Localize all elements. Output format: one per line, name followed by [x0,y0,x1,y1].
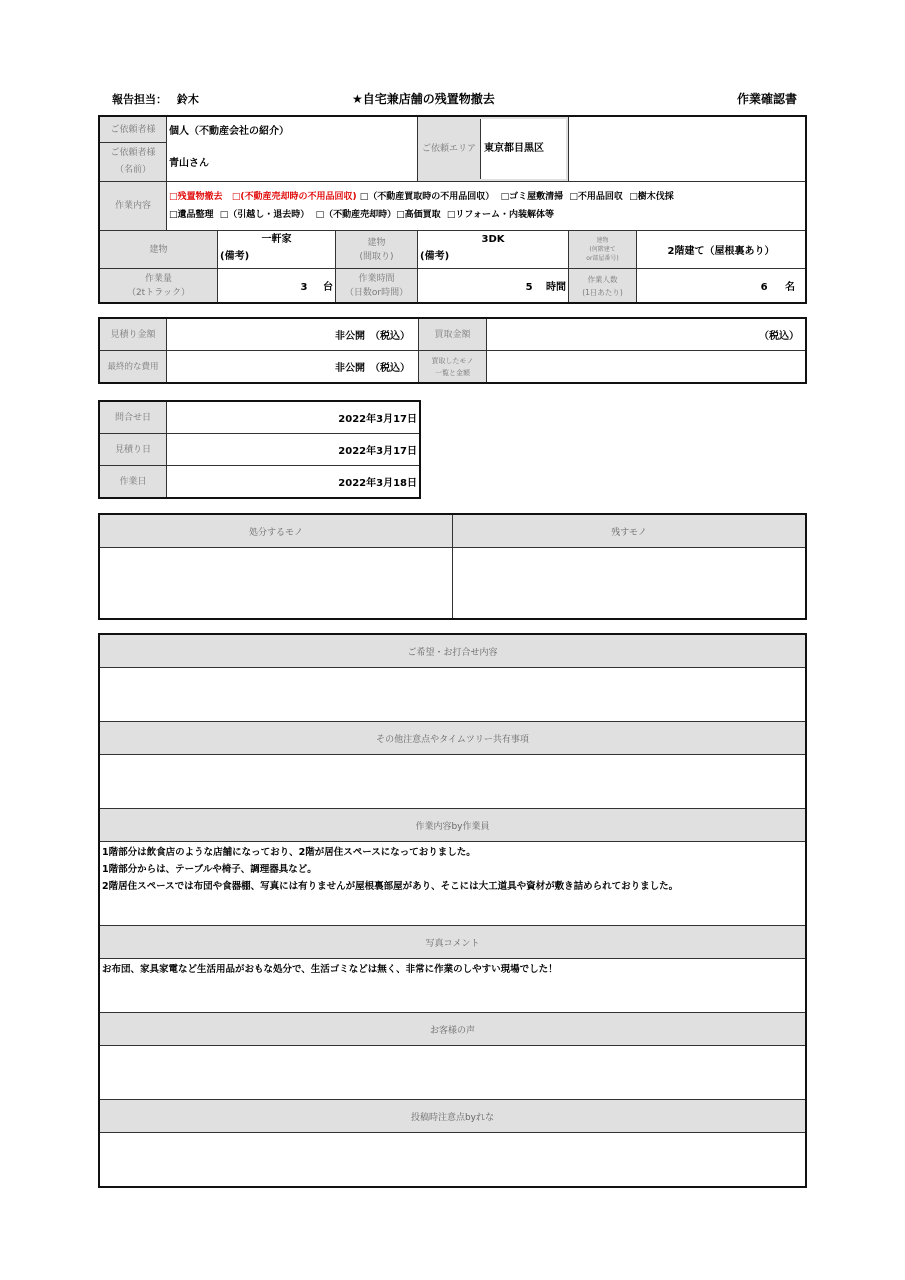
purchased-items-label-2: 一覧と金額 [435,368,470,377]
area-label [418,117,569,182]
staff-count-cell [637,269,806,303]
inquiry-date-value: 2022年3月17日 [167,402,420,434]
work-time-value: 5 [525,282,533,293]
section-title-customer-voice: お客様の声 [100,1013,806,1046]
work-volume-label-2: （2tトラック） [126,287,191,298]
final-cost-label: 最終的な費用 [100,351,167,383]
building-floors-value: 2階建て（屋根裏あり） [637,231,806,269]
section-body-requests [100,668,806,722]
staff-count-unit: 名 [785,282,796,293]
final-cost-value: 非公開 （税込） [167,351,419,383]
dispose-items-label: 処分するモノ [100,515,453,548]
estimate-label: 見積り金額 [100,319,167,351]
dates-table [99,401,420,498]
work-volume-cell [218,269,336,303]
client-name-label-1: ご依頼者様 [110,148,156,158]
section-body-posting-notes [100,1133,806,1187]
section-title-requests: ご希望・お打合せ内容 [100,635,806,668]
reporter-name: 鈴木 [176,93,199,106]
building-layout-label [336,231,418,269]
work-volume-unit: 台 [323,282,333,293]
option-garbage-house[interactable]: □ゴミ屋敷清掃 [500,192,564,202]
client-name-label-2: （名前） [114,165,151,175]
client-name-value: 青山さん [167,143,418,182]
building-type-value: 一軒家 [261,234,292,245]
option-moving[interactable]: □（引越し・退去時） [219,210,310,220]
estimate-date-label: 見積り日 [100,434,167,466]
option-purchase-disposal[interactable]: □（不動産買取時の不用品回収） [359,192,495,202]
building-layout-note: (備考) [420,251,450,262]
section-title-photo-comment: 写真コメント [100,926,806,959]
work-time-label-1: 作業時間 [358,273,395,284]
money-table [99,318,806,383]
work-volume-label [100,269,218,303]
document-type: 作業確認書 [737,92,798,106]
work-time-label [336,269,418,303]
work-content-options [167,182,806,231]
dispose-items-value [100,548,453,619]
option-sale-purchase[interactable]: □（不動産売却時）□高価買取 [315,210,441,220]
section-body-other-notes [100,755,806,809]
section-title-worker-report: 作業内容by作業員 [100,809,806,842]
purchased-items-value [487,351,806,383]
keep-items-label: 残すモノ [453,515,806,548]
section-body-photo-comment [100,959,806,1013]
area-value: 東京都目黒区 [481,119,566,179]
staff-count-label-2: (1日あたり) [582,287,623,297]
option-tree-cutting[interactable]: □樹木伐採 [629,192,674,202]
work-content-line-1 [169,188,803,206]
building-layout-value: 3DK [481,234,505,245]
document-title: ★自宅兼店舗の残置物撤去 [352,92,495,106]
items-table [99,514,806,619]
purchased-items-label [419,351,487,383]
client-name-label [100,143,167,182]
building-floors-label-1: 建物 [596,237,609,244]
building-layout-cell [418,231,569,269]
work-content-line-2 [169,206,803,224]
notes-table [99,634,806,1187]
staff-count-value: 6 [760,282,768,293]
building-type-label: 建物 [100,231,218,269]
building-floors-label-2: (何階建て [589,246,616,253]
work-time-label-2: （日数or時間） [344,287,409,298]
building-type-cell [218,231,336,269]
option-estate-cleanup[interactable]: □遺品整理 [169,210,214,220]
client-label: ご依頼者様 [100,117,167,143]
section-body-customer-voice [100,1046,806,1100]
option-residual-removal[interactable]: □残置物撤去 [169,192,223,202]
staff-count-label [569,269,637,303]
building-floors-label [569,231,637,269]
section-title-other-notes: その他注意点やタイムツリー共有事項 [100,722,806,755]
client-info-table [99,116,806,303]
work-date-label: 作業日 [100,466,167,498]
building-type-note: (備考) [220,251,250,262]
inquiry-date-label: 問合せ日 [100,402,167,434]
worker-report-line: 1階部分は飲食店のような店舗になっており、2階が居住スペースになっておりました。 [102,847,476,858]
work-date-value: 2022年3月18日 [167,466,420,498]
worker-report-line: 2階居住スペースでは布団や食器棚、写真には有りませんが屋根裏部屋があり、そこには大工道具や資材が敷き詰められておりました。 [102,881,679,892]
reporter-label: 報告担当： [112,93,167,106]
area-label-text: ご依頼エリア [418,119,481,179]
building-layout-label-2: (間取り) [359,251,394,262]
estimate-value: 非公開 （税込） [167,319,419,351]
work-volume-value: 3 [300,282,308,293]
option-renovation[interactable]: □リフォーム・内装解体等 [446,210,554,220]
work-volume-label-1: 作業量 [144,273,172,284]
worker-report-line: 1階部分からは、テーブルや椅子、調理器具など。 [102,864,317,875]
keep-items-value [453,548,806,619]
estimate-date-value: 2022年3月17日 [167,434,420,466]
reporter [112,91,199,107]
section-body-worker-report [100,842,806,926]
work-time-unit: 時間 [546,282,567,293]
staff-count-label-1: 作業人数 [587,274,618,284]
building-floors-label-3: or部屋番号) [586,255,619,262]
option-sale-disposal[interactable]: □(不動産売却時の不用品回収) [231,192,357,202]
client-value: 個人（不動産会社の紹介） [167,117,418,143]
building-layout-label-1: 建物 [367,237,386,248]
photo-comment-line: お布団、家具家電など生活用品がおもな処分で、生活ゴミなどは無く、非常に作業のしやすい現場でした！ [102,964,558,975]
work-content-label: 作業内容 [100,182,167,231]
purchase-value: （税込） [487,319,806,351]
section-title-posting-notes: 投稿時注意点byれな [100,1100,806,1133]
purchase-label: 買取金額 [419,319,487,351]
purchased-items-label-1: 買取したモノ [431,356,474,365]
option-unwanted-items[interactable]: □不用品回収 [569,192,623,202]
work-time-cell [418,269,569,303]
area-value-fill [569,117,806,182]
